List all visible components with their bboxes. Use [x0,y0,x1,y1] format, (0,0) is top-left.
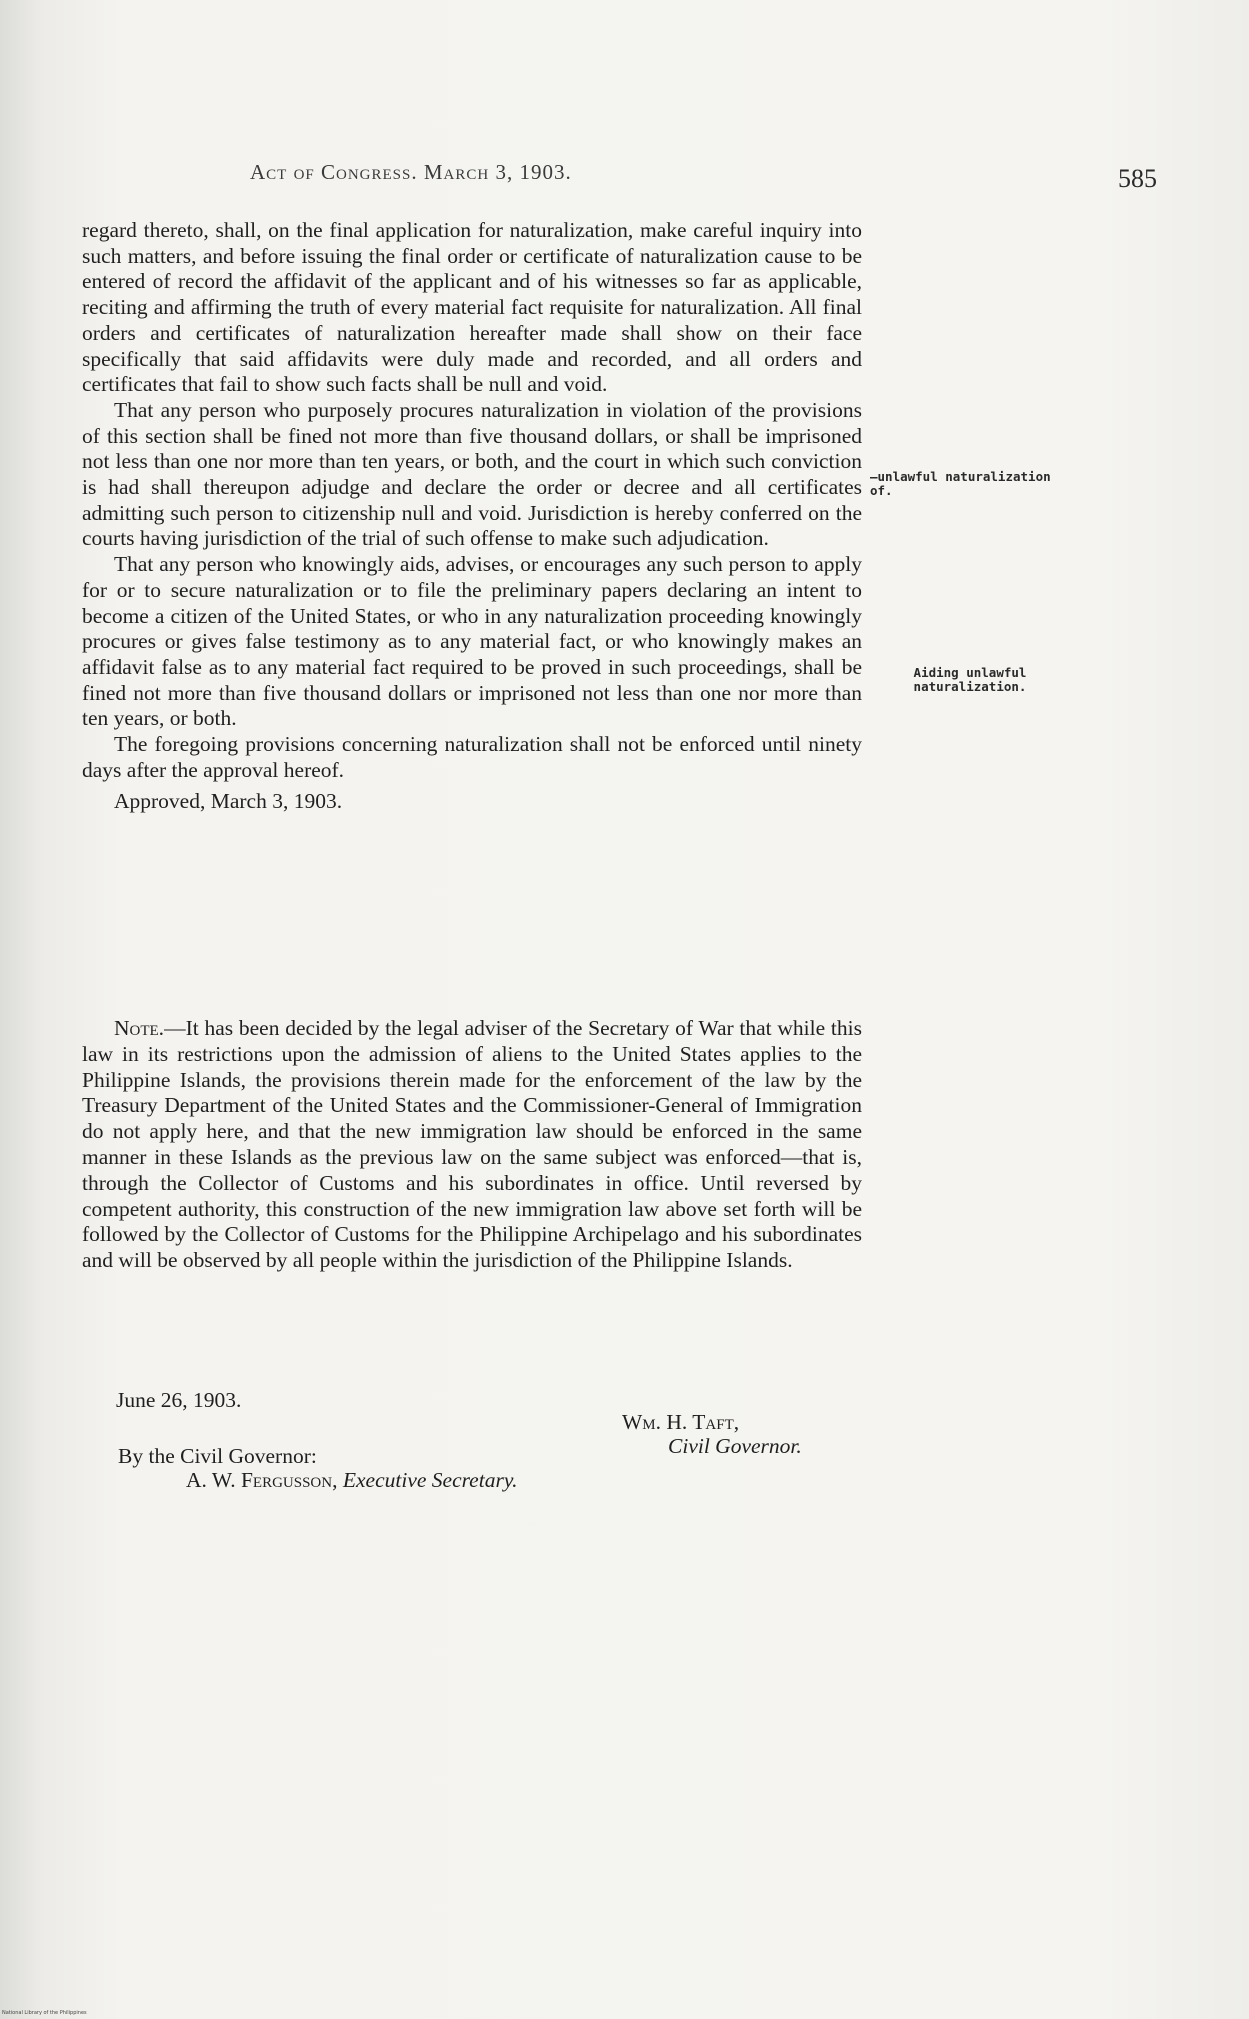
secretary-title: Executive Secretary. [342,1468,518,1492]
note-date: June 26, 1903. [116,1388,242,1412]
secretary-attestation [186,1468,518,1493]
secretary-name: A. W. Fergusson, [186,1468,338,1492]
page-number: 585 [1118,164,1157,193]
margin-note-unlawful-naturalization: —unlawful naturalization of. [870,469,1051,498]
signatory-title: Civil Governor. [668,1434,802,1458]
note-text: —It has been decided by the legal adviser of the Secretary of War that while this law in its restrictions upon the admission of aliens to the United States applies to the Philippine Islands, the provisions therein made for the enforcement of the law by the Treasury Department of the United States and the Commissioner-General of Immigration do not apply here, and that the new immigration law should be enforced in the same manner in these Islands as the previous law on the same subject was enforced—that is, through the Collector of Customs and his subordinates in office. Until reversed by competent authority, this construction of the new immigration law above set forth will be followed by the Collector of Customs for the Philippine Archipelago and his subordinates and will be observed by all people within the jurisdiction of the Philippine Islands. [82,1016,862,1273]
paragraph-enforcement-delay: The foregoing provisions concerning naturalization shall not be enforced until ninety days after the approval hereof. [82,732,862,782]
margin-note-aiding-naturalization: Aiding unlawful naturalization. [913,665,1027,694]
editorial-note [82,1016,862,1274]
approval-line: Approved, March 3, 1903. [114,789,343,814]
paragraph-unlawful-naturalization: That any person who purposely procures naturalization in violation of the provisions of this section shall be fined not more than five thousand dollars, or shall be imprisoned not less than one nor more than ten years, or both, and the court in which such conviction is had shall thereupon adjudge and declare the order or decree and all certificates admitting such person to citizenship null and void. Jurisdiction is hereby conferred on the courts having jurisdiction of the trial of such offense to make such adjudication. [82,397,862,551]
scan-credit: National Library of the Philippines [2,2010,87,2016]
running-header: Act of Congress. March 3, 1903. [250,160,572,184]
paragraph-aiding-naturalization: That any person who knowingly aids, advises, or encourages any such person to apply for or to secure naturalization or to file the preliminary papers declaring an intent to become a citizen of the United States, or who in any naturalization proceeding knowingly procures or gives false testimony as to any material fact, or who knowingly makes an affidavit false as to any material fact required to be proved in such proceedings, shall be fined not more than five thousand dollars or imprisoned not less than one nor more than ten years, or both. [82,552,862,731]
statute-body [82,218,862,815]
signatory-name: Wm. H. Taft, [622,1410,740,1434]
by-line: By the Civil Governor: [118,1444,317,1468]
paragraph-affidavit-record: regard thereto, shall, on the final application for naturalization, make careful inquiry into such matters, and before issuing the final order or certificate of naturalization cause to be entered of record the affidavit of the applicant and of his witnesses so far as applicable, reciting and affirming the truth of every material fact requisite for naturalization. All final orders and certificates of naturalization hereafter made shall show on their face specifically that said affidavits were duly made and recorded, and all orders and certificates that fail to show such facts shall be null and void. [82,218,862,397]
note-label: Note. [114,1016,165,1040]
